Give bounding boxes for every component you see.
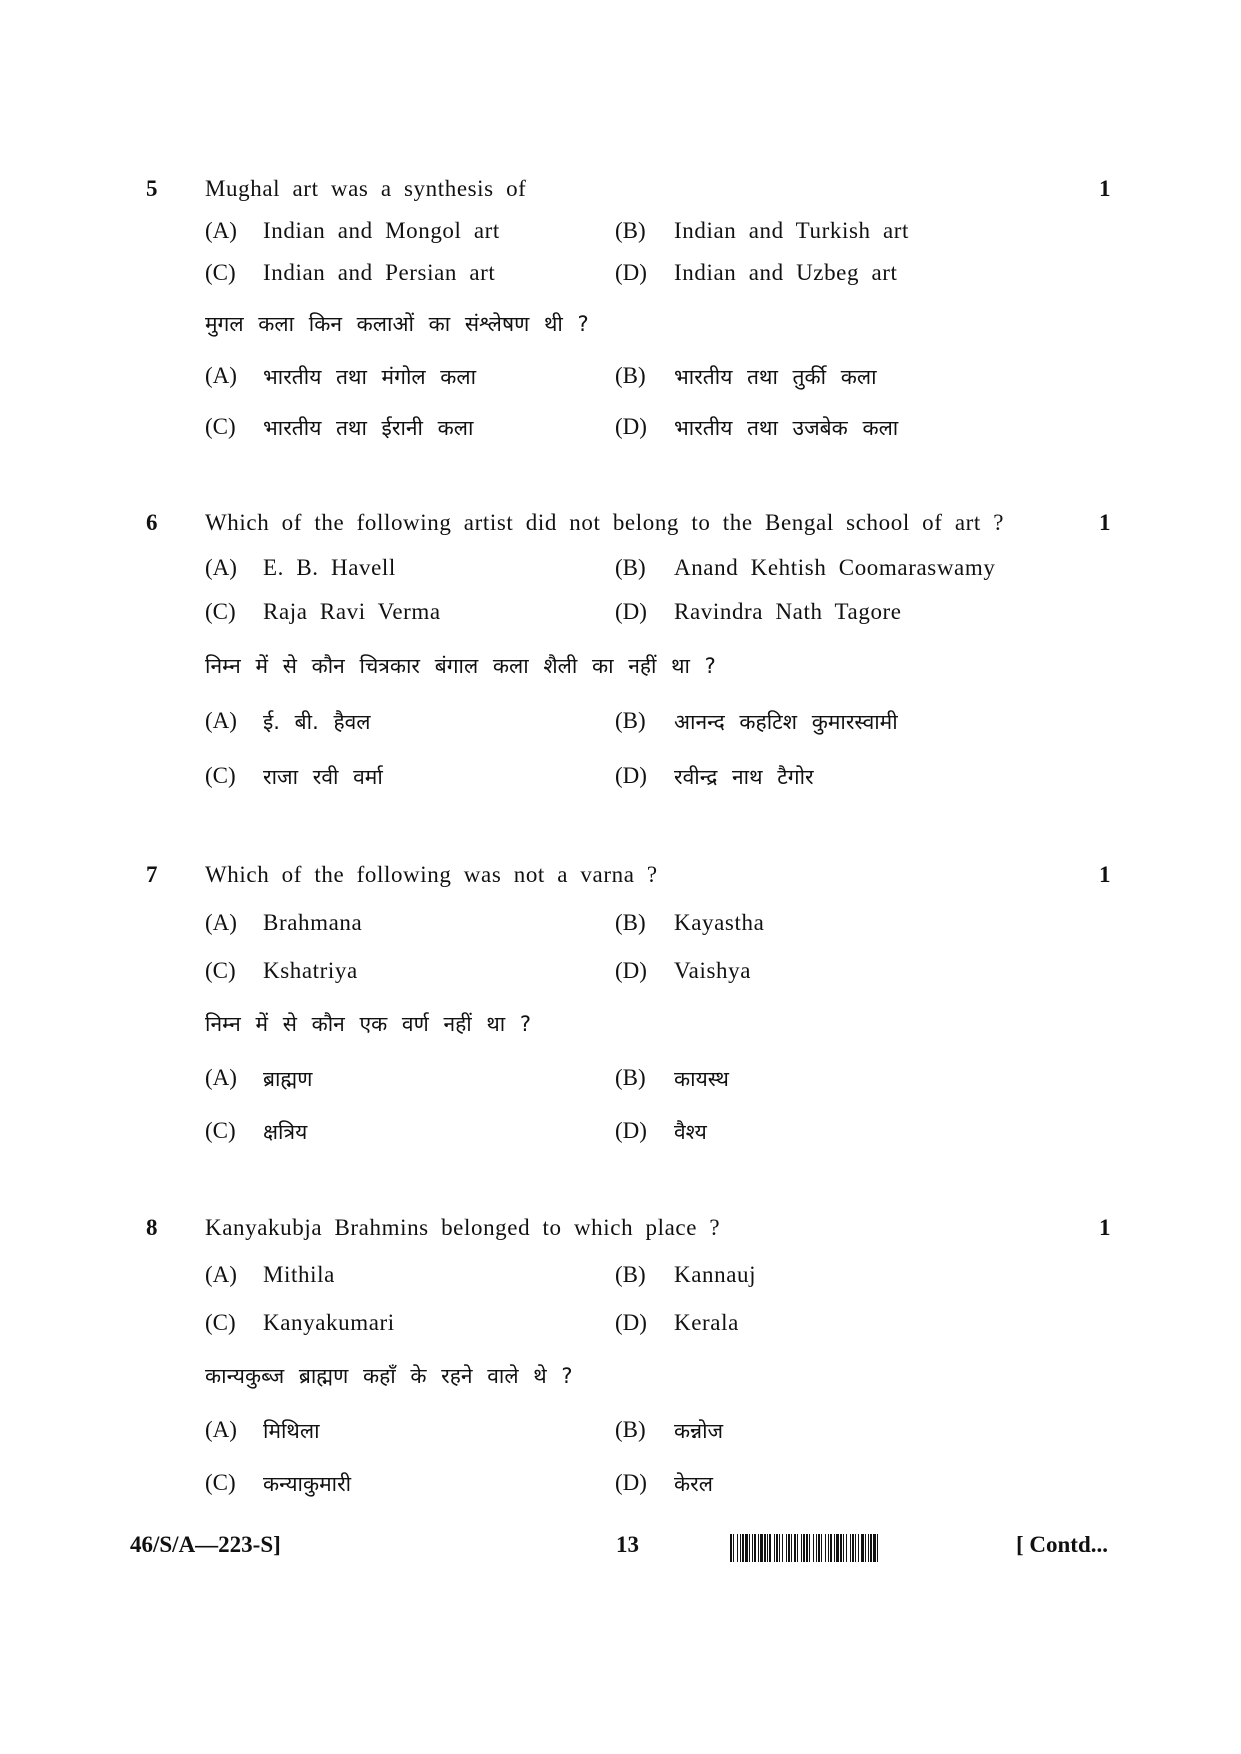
- q8-hi-option-a-label: (A): [205, 1417, 237, 1442]
- question-6-number: 6: [146, 510, 158, 535]
- q6-option-a-text: E. B. Havell: [263, 555, 396, 580]
- q6-hi-option-a-label: (A): [205, 708, 237, 733]
- q5-option-c-label: (C): [205, 260, 236, 285]
- q7-hi-option-b-text: कायस्थ: [674, 1067, 729, 1091]
- q5-hi-option-b-label: (B): [615, 363, 646, 388]
- q8-option-a-label: (A): [205, 1262, 237, 1287]
- q7-option-a-label: (A): [205, 910, 237, 935]
- page-number: 13: [616, 1532, 639, 1557]
- q7-option-b-text: Kayastha: [674, 910, 765, 935]
- question-5-marks: 1: [1099, 176, 1111, 201]
- q5-hi-option-d-text: भारतीय तथा उजबेक कला: [674, 416, 899, 440]
- question-8-marks: 1: [1099, 1215, 1111, 1240]
- q8-option-d-label: (D): [615, 1310, 647, 1335]
- q5-hi-option-c-text: भारतीय तथा ईरानी कला: [263, 416, 474, 440]
- paper-code: 46/S/A—223-S]: [130, 1532, 281, 1557]
- q7-hi-option-c-label: (C): [205, 1118, 236, 1143]
- q8-option-a-text: Mithila: [263, 1262, 335, 1287]
- q6-option-b-label: (B): [615, 555, 646, 580]
- q8-option-c-label: (C): [205, 1310, 236, 1335]
- q6-option-d-text: Ravindra Nath Tagore: [674, 599, 902, 624]
- question-5-number: 5: [146, 176, 158, 201]
- question-6-marks: 1: [1099, 510, 1111, 535]
- question-8-number: 8: [146, 1215, 158, 1240]
- q6-hi-option-d-label: (D): [615, 763, 647, 788]
- q8-hi-option-c-text: कन्याकुमारी: [263, 1472, 352, 1496]
- q8-option-b-text: Kannauj: [674, 1262, 757, 1287]
- q7-option-d-text: Vaishya: [674, 958, 752, 983]
- q8-option-d-text: Kerala: [674, 1310, 739, 1335]
- q7-option-b-label: (B): [615, 910, 646, 935]
- q5-option-b-label: (B): [615, 218, 646, 243]
- q7-option-c-label: (C): [205, 958, 236, 983]
- q8-option-c-text: Kanyakumari: [263, 1310, 395, 1335]
- barcode: [730, 1534, 1002, 1562]
- q8-hi-option-b-label: (B): [615, 1417, 646, 1442]
- q6-hi-option-b-label: (B): [615, 708, 646, 733]
- q8-option-b-label: (B): [615, 1262, 646, 1287]
- q5-option-d-label: (D): [615, 260, 647, 285]
- q6-hi-option-d-text: रवीन्द्र नाथ टैगोर: [674, 765, 814, 789]
- q5-hi-option-c-label: (C): [205, 414, 236, 439]
- q5-option-b-text: Indian and Turkish art: [674, 218, 909, 243]
- q6-option-c-label: (C): [205, 599, 236, 624]
- q8-hi-option-c-label: (C): [205, 1470, 236, 1495]
- q6-hi-option-c-label: (C): [205, 763, 236, 788]
- q7-hi-option-d-label: (D): [615, 1118, 647, 1143]
- q5-hi-option-b-text: भारतीय तथा तुर्की कला: [674, 365, 877, 389]
- question-6-text-hi: निम्न में से कौन चित्रकार बंगाल कला शैली का नहीं था ?: [205, 654, 716, 678]
- q7-option-d-label: (D): [615, 958, 647, 983]
- q5-hi-option-a-text: भारतीय तथा मंगोल कला: [263, 365, 477, 389]
- q6-option-d-label: (D): [615, 599, 647, 624]
- q8-hi-option-d-text: केरल: [674, 1472, 713, 1496]
- q5-option-a-label: (A): [205, 218, 237, 243]
- q5-hi-option-d-label: (D): [615, 414, 647, 439]
- question-7-text-en: Which of the following was not a varna ?: [205, 862, 658, 887]
- question-6-text-en: Which of the following artist did not belong to the Bengal school of art ?: [205, 510, 1005, 535]
- question-7-marks: 1: [1099, 862, 1111, 887]
- question-8-text-hi: कान्यकुब्ज ब्राह्मण कहाँ के रहने वाले थे ?: [205, 1364, 573, 1388]
- q8-hi-option-d-label: (D): [615, 1470, 647, 1495]
- q7-hi-option-c-text: क्षत्रिय: [263, 1120, 308, 1144]
- q6-option-c-text: Raja Ravi Verma: [263, 599, 441, 624]
- q6-hi-option-a-text: ई. बी. हैवल: [263, 710, 371, 734]
- q6-hi-option-c-text: राजा रवी वर्मा: [263, 765, 383, 789]
- q7-hi-option-a-label: (A): [205, 1065, 237, 1090]
- question-5-text-en: Mughal art was a synthesis of: [205, 176, 527, 201]
- q8-hi-option-a-text: मिथिला: [263, 1419, 320, 1443]
- question-7-text-hi: निम्न में से कौन एक वर्ण नहीं था ?: [205, 1012, 532, 1036]
- contd-label: [ Contd...: [1016, 1532, 1109, 1557]
- q8-hi-option-b-text: कन्नोज: [674, 1419, 724, 1443]
- q6-option-a-label: (A): [205, 555, 237, 580]
- q7-option-a-text: Brahmana: [263, 910, 363, 935]
- q7-hi-option-a-text: ब्राह्मण: [263, 1067, 313, 1091]
- q5-option-c-text: Indian and Persian art: [263, 260, 496, 285]
- q7-hi-option-d-text: वैश्य: [674, 1120, 707, 1144]
- q7-option-c-text: Kshatriya: [263, 958, 358, 983]
- question-5-text-hi: मुगल कला किन कलाओं का संश्लेषण थी ?: [205, 312, 589, 336]
- question-8-text-en: Kanyakubja Brahmins belonged to which place ?: [205, 1215, 721, 1240]
- question-7-number: 7: [146, 862, 158, 887]
- q5-hi-option-a-label: (A): [205, 363, 237, 388]
- q7-hi-option-b-label: (B): [615, 1065, 646, 1090]
- q6-hi-option-b-text: आनन्द कहटिश कुमारस्वामी: [674, 710, 898, 734]
- q6-option-b-text: Anand Kehtish Coomaraswamy: [674, 555, 996, 580]
- q5-option-a-text: Indian and Mongol art: [263, 218, 500, 243]
- q5-option-d-text: Indian and Uzbeg art: [674, 260, 898, 285]
